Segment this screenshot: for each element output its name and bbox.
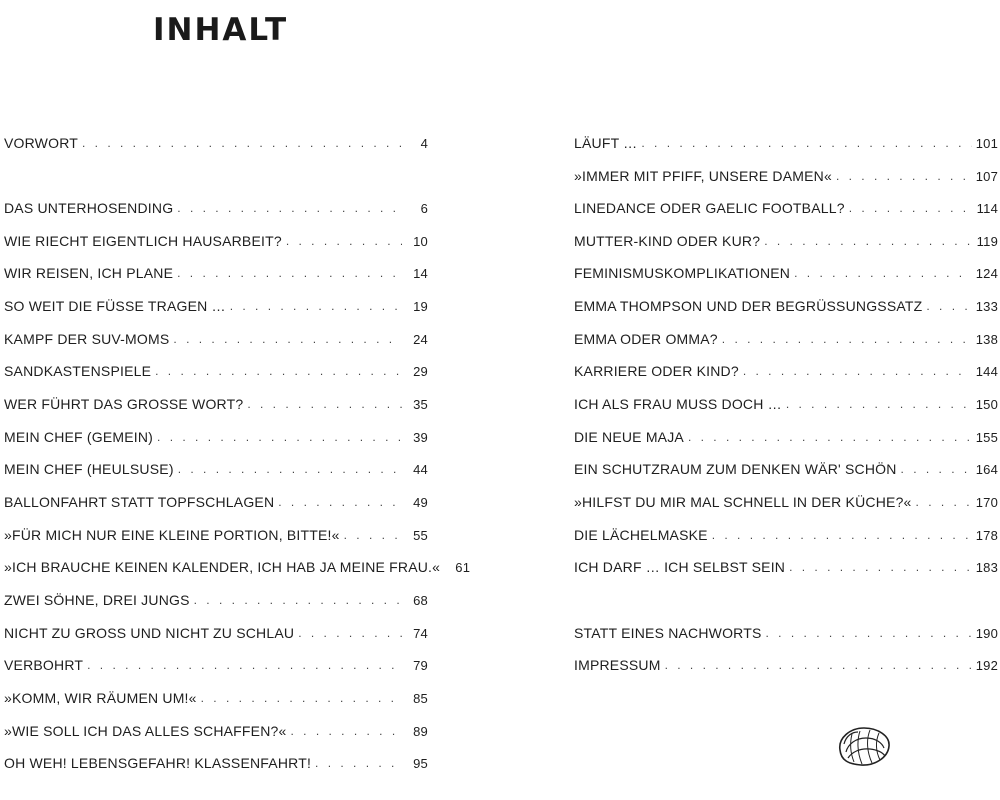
toc-entry-title: EMMA THOMPSON UND DER BEGRÜSSUNGSSATZ: [574, 298, 923, 314]
toc-entry: [574, 651, 998, 679]
toc-entry: [4, 619, 428, 647]
toc-entry-page: 44: [413, 461, 428, 477]
toc-entry-title: LINEDANCE ODER GAELIC FOOTBALL?: [574, 200, 845, 216]
toc-entry-title: OH WEH! LEBENSGEFAHR! KLASSENFAHRT!: [4, 755, 312, 771]
toc-entry-page: 190: [975, 625, 998, 641]
dot-leader: [155, 364, 402, 378]
toc-entry-title: »HILFST DU MIR MAL SCHNELL IN DER KÜCHE?«: [574, 494, 912, 510]
toc-entry-page: 29: [413, 363, 428, 379]
toc-entry: [4, 357, 428, 385]
toc-entry-page: 178: [975, 527, 998, 543]
dot-leader: [87, 658, 402, 672]
toc-entry-page: 119: [976, 233, 998, 249]
toc-entry-page: 107: [975, 168, 998, 184]
toc-entry: [574, 129, 998, 157]
toc-entry: [574, 521, 998, 549]
toc-entry: [4, 651, 428, 679]
toc-entry-title: DAS UNTERHOSENDING: [4, 200, 174, 216]
dot-leader: [764, 234, 972, 248]
toc-entry: [4, 749, 428, 777]
toc-entry-title: NICHT ZU GROSS UND NICHT ZU SCHLAU: [4, 625, 295, 641]
dot-leader: [278, 495, 402, 509]
toc-entry-title: ZWEI SÖHNE, DREI JUNGS: [4, 592, 190, 608]
toc-entry-page: 24: [413, 331, 428, 347]
toc-entry: [4, 521, 428, 549]
toc-entry-title: »WIE SOLL ICH DAS ALLES SCHAFFEN?«: [4, 723, 287, 739]
toc-entry: [4, 129, 428, 157]
toc-entry-title: FEMINISMUSKOMPLIKATIONEN: [574, 265, 791, 281]
dot-leader: [743, 364, 972, 378]
toc-entry-title: MEIN CHEF (HEULSUSE): [4, 461, 174, 477]
toc-entry-page: 138: [975, 331, 998, 347]
toc-entry-title: »FÜR MICH NUR EINE KLEINE PORTION, BITTE!«: [4, 527, 340, 543]
dot-leader: [641, 136, 971, 150]
toc-entry: [574, 194, 998, 222]
page-title: INHALT: [153, 12, 289, 48]
toc-entry-page: 10: [413, 233, 428, 249]
toc-entry-title: »KOMM, WIR RÄUMEN UM!«: [4, 690, 197, 706]
toc-entry: [574, 390, 998, 418]
toc-entry: [574, 488, 998, 516]
toc-entry: [4, 488, 428, 516]
toc-entry-page: 61: [455, 559, 471, 575]
toc-entry: [4, 553, 471, 581]
toc-entry: [4, 684, 428, 712]
dot-leader: [177, 201, 402, 215]
toc-entry-title: BALLONFAHRT STATT TOPFSCHLAGEN: [4, 494, 275, 510]
toc-entry-title: LÄUFT …: [574, 135, 638, 151]
toc-entry-page: 49: [413, 494, 428, 510]
toc-entry-page: 89: [413, 723, 428, 739]
toc-entry-title: ICH ALS FRAU MUSS DOCH …: [574, 396, 782, 412]
toc-entry: [574, 553, 998, 581]
toc-entry: [574, 162, 998, 190]
toc-entry-title: EIN SCHUTZRAUM ZUM DENKEN WÄR' SCHÖN: [574, 461, 897, 477]
toc-entry-title: SO WEIT DIE FÜSSE TRAGEN …: [4, 298, 226, 314]
dot-leader: [194, 593, 402, 607]
toc-entry-title: IMPRESSUM: [574, 657, 661, 673]
toc-entry-title: WIR REISEN, ICH PLANE: [4, 265, 174, 281]
toc-entry-page: 74: [413, 625, 428, 641]
toc-entry: [574, 423, 998, 451]
toc-entry-title: DIE LÄCHELMASKE: [574, 527, 708, 543]
toc-entry: [4, 194, 428, 222]
toc-entry-page: 6: [420, 200, 428, 216]
toc-entry-title: VORWORT: [4, 135, 78, 151]
dot-leader: [157, 430, 402, 444]
dot-leader: [291, 724, 403, 738]
dot-leader: [926, 299, 971, 313]
toc-entry-title: »ICH BRAUCHE KEINEN KALENDER, ICH HAB JA MEINE FRAU.«: [4, 559, 441, 575]
toc-entry-page: 183: [975, 559, 998, 575]
dot-leader: [177, 266, 402, 280]
dot-leader: [247, 397, 402, 411]
dot-leader: [82, 136, 402, 150]
toc-entry-page: 150: [975, 396, 998, 412]
toc-entry-title: EMMA ODER OMMA?: [574, 331, 718, 347]
toc-entry-page: 101: [975, 135, 998, 151]
toc-entry-title: »IMMER MIT PFIFF, UNSERE DAMEN«: [574, 168, 832, 184]
dot-leader: [344, 528, 402, 542]
toc-entry-title: VERBOHRT: [4, 657, 84, 673]
dot-leader: [849, 201, 972, 215]
toc-entry-page: 55: [413, 527, 428, 543]
toc-entry: [4, 455, 428, 483]
dot-leader: [286, 234, 402, 248]
toc-entry-page: 155: [975, 429, 998, 445]
toc-entry-page: 124: [975, 265, 998, 281]
toc-entry: [574, 455, 998, 483]
dot-leader: [178, 462, 402, 476]
toc-entry-title: WIE RIECHT EIGENTLICH HAUSARBEIT?: [4, 233, 282, 249]
toc-entry-page: 39: [413, 429, 428, 445]
dot-leader: [836, 169, 972, 183]
toc-entry: [574, 357, 998, 385]
toc-entry: [4, 325, 428, 353]
dot-leader: [794, 266, 972, 280]
toc-entry-page: 164: [975, 461, 998, 477]
toc-entry-title: WER FÜHRT DAS GROSSE WORT?: [4, 396, 244, 412]
toc-entry-page: 68: [413, 592, 428, 608]
toc-entry-page: 85: [413, 690, 428, 706]
toc-entry-page: 95: [413, 755, 428, 771]
toc-entry-page: 170: [975, 494, 998, 510]
dot-leader: [916, 495, 972, 509]
toc-entry: [574, 325, 998, 353]
dot-leader: [766, 626, 972, 640]
toc-entry: [4, 259, 428, 287]
toc-entry: [4, 423, 428, 451]
dot-leader: [789, 560, 972, 574]
toc-entry-page: 133: [975, 298, 998, 314]
dot-leader: [173, 332, 402, 346]
toc-entry-title: STATT EINES NACHWORTS: [574, 625, 762, 641]
toc-entry-title: ICH DARF … ICH SELBST SEIN: [574, 559, 786, 575]
toc-entry: [4, 586, 428, 614]
dot-leader: [665, 658, 972, 672]
toc-entry: [4, 292, 428, 320]
toc-entry: [4, 717, 428, 745]
toc-entry: [574, 292, 998, 320]
dot-leader: [688, 430, 972, 444]
toc-entry-title: DIE NEUE MAJA: [574, 429, 684, 445]
toc-entry-page: 4: [420, 135, 428, 151]
dot-leader: [786, 397, 972, 411]
dot-leader: [315, 756, 402, 770]
toc-entry: [574, 619, 998, 647]
rolled-towel-icon: [834, 722, 894, 770]
dot-leader: [201, 691, 402, 705]
toc-entry: [4, 390, 428, 418]
toc-entry-title: MUTTER-KIND ODER KUR?: [574, 233, 761, 249]
toc-entry-title: KARRIERE ODER KIND?: [574, 363, 739, 379]
toc-entry: [574, 227, 998, 255]
toc-entry: [4, 227, 428, 255]
dot-leader: [901, 462, 972, 476]
toc-entry-page: 79: [413, 657, 428, 673]
toc-entry-title: SANDKASTENSPIELE: [4, 363, 152, 379]
toc-entry-page: 19: [413, 298, 428, 314]
toc-entry-page: 114: [976, 200, 998, 216]
toc-entry-page: 35: [413, 396, 428, 412]
toc-entry-page: 192: [975, 657, 998, 673]
toc-entry-title: KAMPF DER SUV-MOMS: [4, 331, 170, 347]
dot-leader: [722, 332, 972, 346]
dot-leader: [230, 299, 402, 313]
toc-entry-page: 14: [413, 265, 428, 281]
toc-entry-title: MEIN CHEF (GEMEIN): [4, 429, 154, 445]
dot-leader: [298, 626, 402, 640]
toc-entry: [574, 259, 998, 287]
dot-leader: [712, 528, 972, 542]
toc-entry-page: 144: [975, 363, 998, 379]
